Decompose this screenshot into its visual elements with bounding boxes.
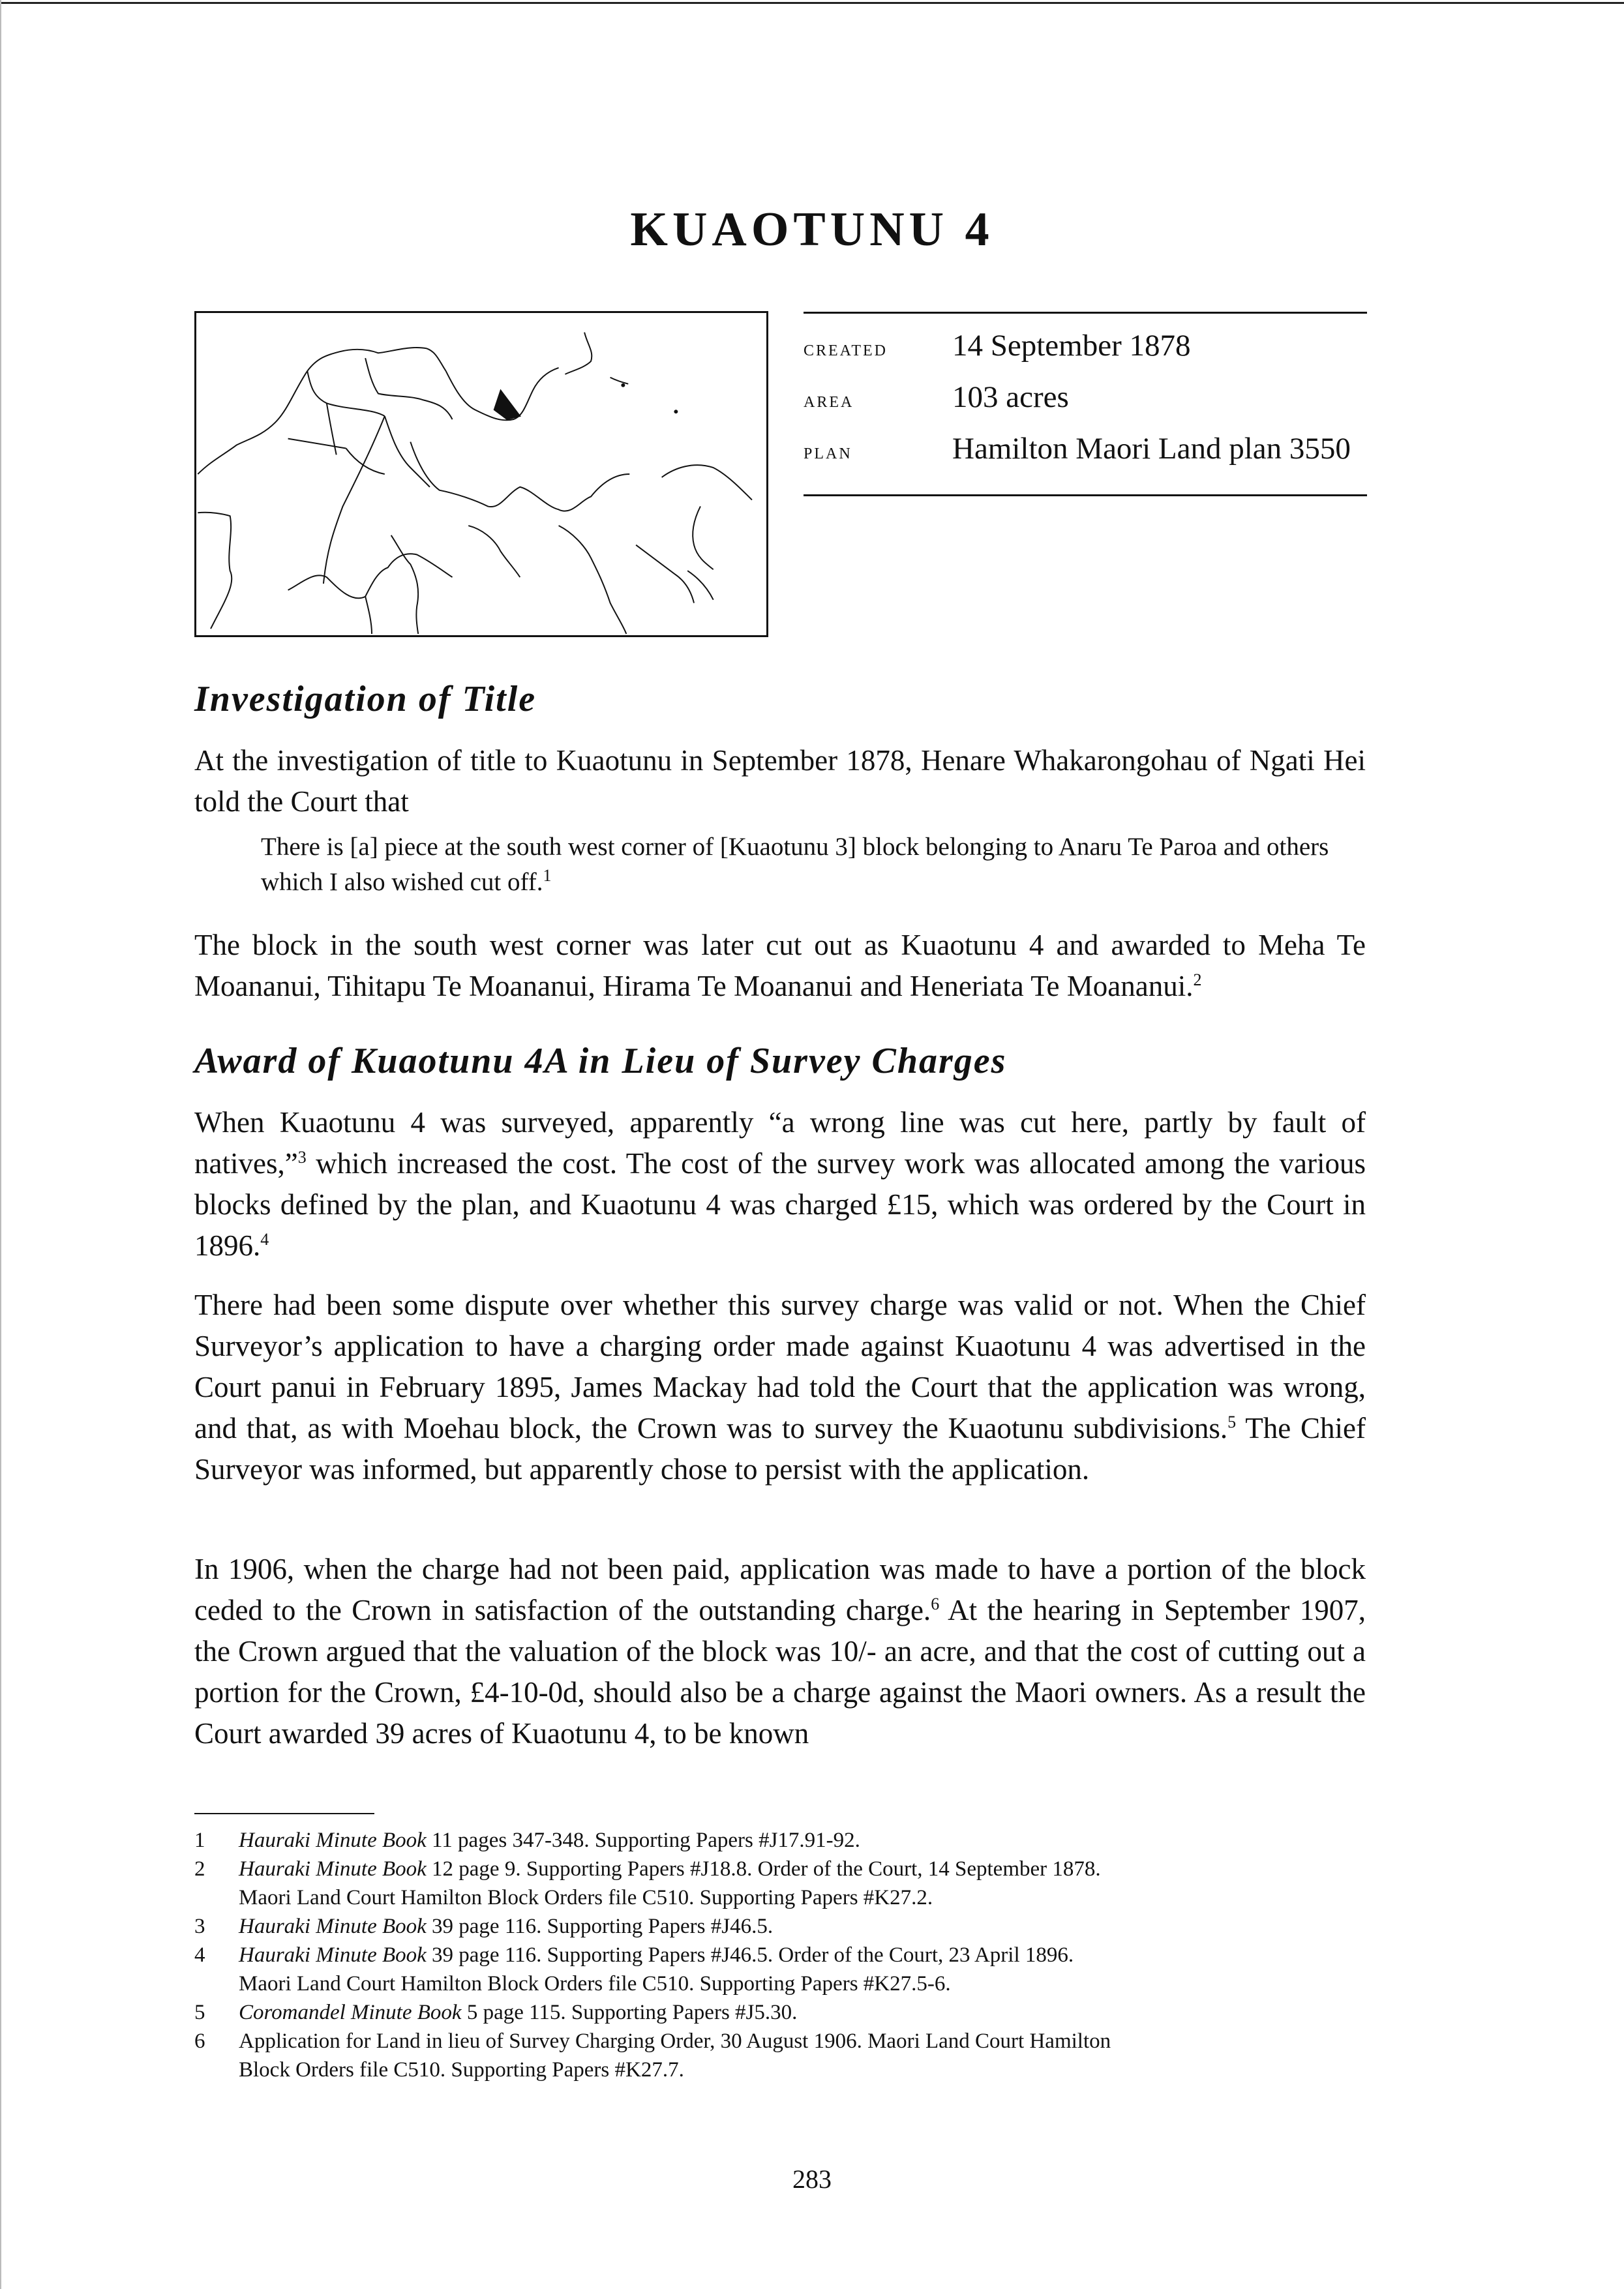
paragraph-text: The Chief Surveyor was informed, but apparently chose to persist with the application. [194,1412,1366,1486]
footnote-source-title: Coromandel Minute Book [239,2001,462,2024]
paragraph [194,925,1366,1007]
footnote-ref: 2 [1193,970,1202,989]
location-map-drawing [196,313,766,635]
footnote-number: 3 [194,1915,205,1938]
footnote [194,1998,1368,2027]
footnote-number: 2 [194,1857,205,1881]
footnote [194,1826,1368,1855]
footnote-ref: 4 [260,1230,269,1249]
footnote-line: 5 page 115. Supporting Papers #J5.30. [461,2001,798,2024]
footnote-line: Application for Land in lieu of Survey Charging Order, 30 August 1906. Maori Land Court Hamilton [239,2029,1111,2053]
page-number: 283 [792,2164,832,2194]
footnote-source-title: Hauraki Minute Book [239,1857,427,1881]
footnote [194,2027,1368,2084]
paragraph [194,1102,1366,1266]
page-title: KUAOTUNU 4 [630,203,994,256]
paragraph-text: In 1906, when the charge had not been paid, application was made to have a portion of the block ceded to the Crown in satisfaction of the outstanding charge. [194,1553,1366,1626]
footnote [194,1855,1368,1912]
meta-value: Hamilton Maori Land plan 3550 [952,432,1351,466]
meta-row-plan [804,431,1367,483]
footnote-ref: 5 [1227,1413,1237,1431]
meta-label: created [804,337,888,361]
footnote-ref: 6 [931,1594,940,1613]
meta-row-created [804,328,1367,380]
meta-label: plan [804,440,852,464]
block-quote [261,830,1366,900]
footnote-text [239,1998,1368,2027]
footnote-text [239,1912,1368,1941]
meta-row-area [804,380,1367,431]
footnote-number: 4 [194,1943,205,1967]
footnote-ref: 1 [543,866,552,885]
footnote-text [239,1855,1368,1912]
paragraph: At the investigation of title to Kuaotunu in September 1878, Henare Whakarongohau of Ngati Hei told the Court that [194,744,1366,818]
section-heading-investigation: Investigation of Title [194,679,537,719]
footnote-source-title: Hauraki Minute Book [239,1915,427,1938]
footnote [194,1941,1368,1998]
footnote [194,1912,1368,1941]
paragraph-text: The block in the south west corner was later cut out as Kuaotunu 4 and awarded to Meha Te Moananui, Tihitapu Te Moananui, Hirama Te Moananui and Heneriata Te Moananui. [194,929,1366,1002]
meta-label: area [804,388,854,412]
metadata-table [804,312,1367,496]
paragraph-text: When Kuaotunu 4 was surveyed, apparently “a wrong line was cut here, partly by fault of natives,” [194,1106,1366,1180]
paragraph-text: which increased the cost. The cost of the survey work was allocated among the various blocks defined by the plan, and Kuaotunu 4 was charged £15, which was ordered by the Court in 1896. [194,1147,1366,1262]
top-border [0,2,1624,4]
section-heading-award: Award of Kuaotunu 4A in Lieu of Survey Charges [194,1041,1007,1081]
footnote-rule [194,1813,374,1814]
meta-value: 14 September 1878 [952,329,1191,363]
footnote-number: 1 [194,1829,205,1852]
footnote-line: 39 page 116. Supporting Papers #J46.5. Order of the Court, 23 April 1896. [426,1943,1074,1967]
footnote-ref: 3 [297,1148,307,1167]
footnote-source-title: Hauraki Minute Book [239,1943,427,1967]
footnote-text [239,2027,1368,2084]
footnotes [194,1826,1368,2084]
paragraph-text: There had been some dispute over whether this survey charge was valid or not. When the Chief Surveyor’s application to have a charging order made against Kuaotunu 4 was advertised in the Court panui in February 1895, James Mackay had told the Court that the application was wrong, and that, as with Moehau block, the Crown was to survey the Kuaotunu subdivisions. [194,1289,1366,1444]
footnote-line: Maori Land Court Hamilton Block Orders file C510. Supporting Papers #K27.2. [239,1886,933,1909]
footnote-line: Maori Land Court Hamilton Block Orders file C510. Supporting Papers #K27.5-6. [239,1972,951,1996]
footnote-line: 39 page 116. Supporting Papers #J46.5. [426,1915,774,1938]
footnote-text [239,1826,1368,1855]
footnote-number: 5 [194,2001,205,2024]
meta-value: 103 acres [952,380,1069,414]
paragraph-text: At the hearing in September 1907, the Crown argued that the valuation of the block was 10/- an acre, and that the cost of cutting out a portion for the Crown, £4-10-0d, should also be a charge against the Maori owners. As a result the Court awarded 39 acres of Kuaotunu 4, to be known [194,1594,1366,1750]
paragraph [194,1285,1366,1490]
left-border [0,0,1,2289]
footnote-line: 11 pages 347-348. Supporting Papers #J17.91-92. [426,1829,860,1852]
paragraph [194,1549,1366,1754]
footnote-text [239,1941,1368,1998]
footnote-source-title: Hauraki Minute Book [239,1829,427,1852]
footnote-line: Block Orders file C510. Supporting Papers #K27.7. [239,2058,684,2082]
footnote-line: 12 page 9. Supporting Papers #J18.8. Order of the Court, 14 September 1878. [426,1857,1101,1881]
location-map [194,311,768,637]
footnote-number: 6 [194,2029,205,2053]
quote-text: There is [a] piece at the south west corner of [Kuaotunu 3] block belonging to Anaru Te Paroa and others which I also wished cut off. [261,833,1329,896]
